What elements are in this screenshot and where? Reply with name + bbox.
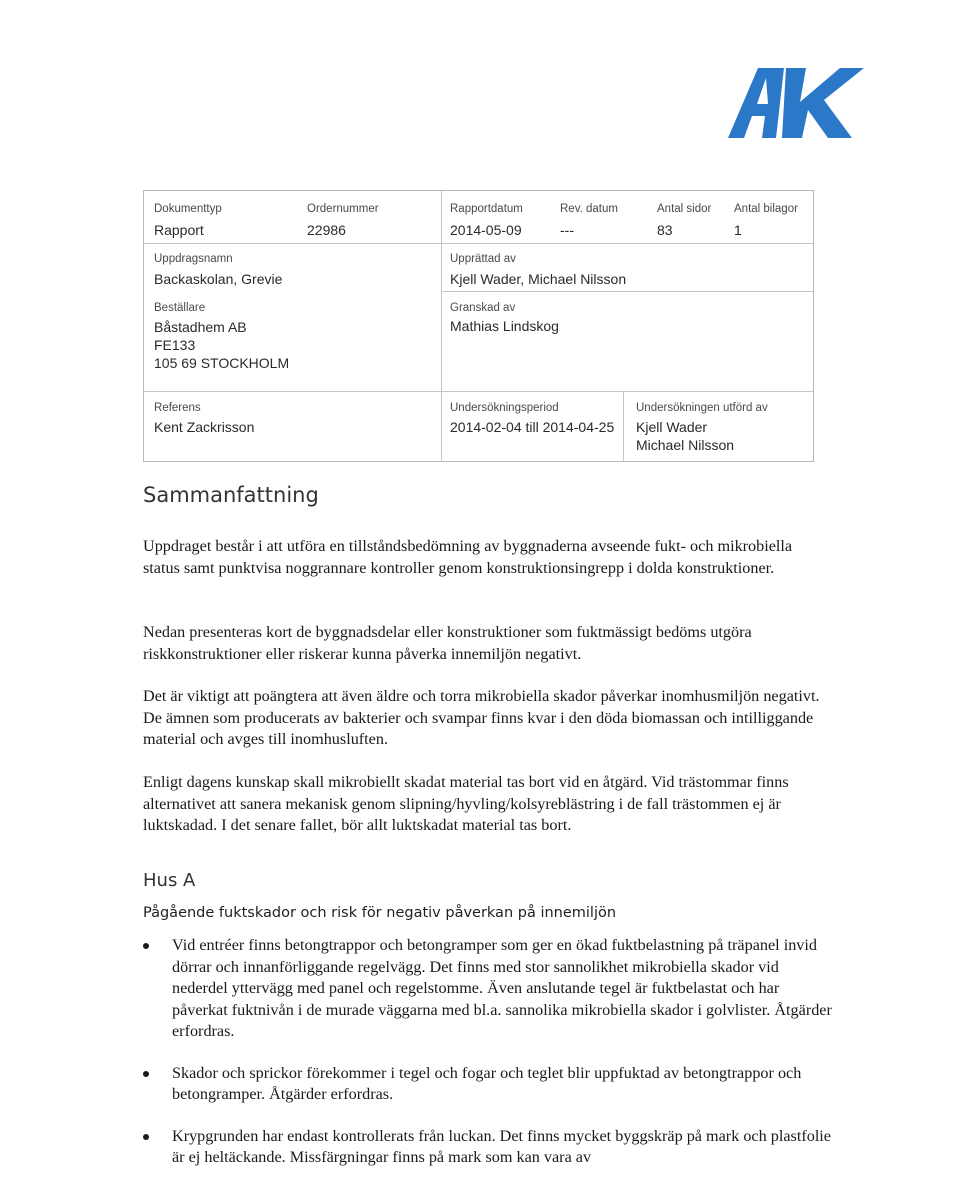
referens-label: Referens xyxy=(154,402,201,414)
ordernummer-label: Ordernummer xyxy=(307,203,379,215)
antal-sidor-label: Antal sidor xyxy=(657,203,712,215)
referens-value: Kent Zackrisson xyxy=(154,419,255,435)
utford-av-names xyxy=(636,418,734,454)
antal-bilagor-label: Antal bilagor xyxy=(734,203,798,215)
rev-datum-label: Rev. datum xyxy=(560,203,618,215)
bullet-icon xyxy=(143,1134,149,1140)
undersokningsperiod-value: 2014-02-04 till 2014-04-25 xyxy=(450,419,615,435)
bullet-text: Skador och sprickor förekommer i tegel och fogar och teglet blir uppfuktad av betongtrappor och betongramper. Åtgärder erfordras. xyxy=(172,1063,802,1103)
bestallare-line: FE133 xyxy=(154,337,196,353)
list-item xyxy=(143,935,833,1043)
hus-a-bullet-list xyxy=(143,935,833,1169)
rev-datum-value: --- xyxy=(560,222,574,238)
dokumenttyp-label: Dokumenttyp xyxy=(154,203,222,215)
bullet-icon xyxy=(143,1071,149,1077)
bestallare-address xyxy=(154,318,289,372)
bestallare-label: Beställare xyxy=(154,302,206,314)
list-item xyxy=(143,1126,833,1169)
utford-av-label: Undersökningen utförd av xyxy=(636,402,768,414)
summary-paragraph: Enligt dagens kunskap skall mikrobiellt skadat material tas bort vid en åtgärd. Vid trästommar finns alternativet att sanera mekanisk genom slipning/hyvling/kolsyreblästring i de fall trästommen ej är luktskadad. I det senare fallet, bör allt luktskadat material tas bort. xyxy=(143,773,789,834)
summary-paragraph: Det är viktigt att poängtera att även äldre och torra mikrobiella skador påverkar inomhusmiljön negativt. De ämnen som producerats av bakterier och svampar finns kvar i den döda biomassan och intilliggande material och avges till inomhusluften. xyxy=(143,687,820,748)
uppdragsnamn-label: Uppdragsnamn xyxy=(154,253,233,265)
dokumenttyp-value: Rapport xyxy=(154,222,204,238)
rapportdatum-label: Rapportdatum xyxy=(450,203,523,215)
antal-sidor-value: 83 xyxy=(657,222,673,238)
summary-heading: Sammanfattning xyxy=(143,483,319,507)
granskad-av-value: Mathias Lindskog xyxy=(450,318,559,334)
list-item xyxy=(143,1063,833,1106)
rapportdatum-value: 2014-05-09 xyxy=(450,222,522,238)
uppdragsnamn-value: Backaskolan, Grevie xyxy=(154,271,283,287)
utford-av-line: Michael Nilsson xyxy=(636,437,735,453)
utford-av-line: Kjell Wader xyxy=(636,419,708,435)
bestallare-line: Båstadhem AB xyxy=(154,319,247,335)
ordernummer-value: 22986 xyxy=(307,222,346,238)
summary-paragraph: Nedan presenteras kort de byggnadsdelar eller konstruktioner som fuktmässigt bedöms utgöra riskkonstruktioner eller riskerar kunna påverka innemiljön negativt. xyxy=(143,623,752,663)
upprattad-av-label: Upprättad av xyxy=(450,253,516,265)
hus-a-heading: Hus A xyxy=(143,870,196,891)
summary-paragraph: Uppdraget består i att utföra en tillståndsbedömning av byggnaderna avseende fukt- och mikrobiella status samt punktvisa noggrannare kontroller genom konstruktionsingrepp i dolda konstruktioner. xyxy=(143,537,793,577)
ak-logo xyxy=(728,60,876,140)
hus-a-subheading: Pågående fuktskador och risk för negativ påverkan på innemiljön xyxy=(143,905,617,921)
granskad-av-label: Granskad av xyxy=(450,302,516,314)
upprattad-av-value: Kjell Wader, Michael Nilsson xyxy=(450,271,627,287)
bullet-text: Krypgrunden har endast kontrollerats från luckan. Det finns mycket byggskräp på mark och plastfolie är ej heltäckande. Missfärgningar finns på mark som kan vara av xyxy=(172,1126,831,1166)
antal-bilagor-value: 1 xyxy=(734,222,742,238)
bullet-text: Vid entréer finns betongtrappor och betongramper som ger en ökad fuktbelastning på träpanel invid dörrar och innanförliggande regelvägg. Det finns med stor sannolikhet mikrobiella skador vid nederdel yttervägg med panel och regelstomme. Även anslutande tegel är fuktbelastat och har påverkat fuktnivån i de murade väggarna med bl.a. sannolika mikrobiella skador i golvlister. Åtgärder erfordras. xyxy=(172,936,832,1040)
bestallare-line: 105 69 STOCKHOLM xyxy=(154,355,290,371)
bullet-icon xyxy=(143,943,149,949)
report-metadata-table xyxy=(143,190,814,462)
undersokningsperiod-label: Undersökningsperiod xyxy=(450,402,559,414)
